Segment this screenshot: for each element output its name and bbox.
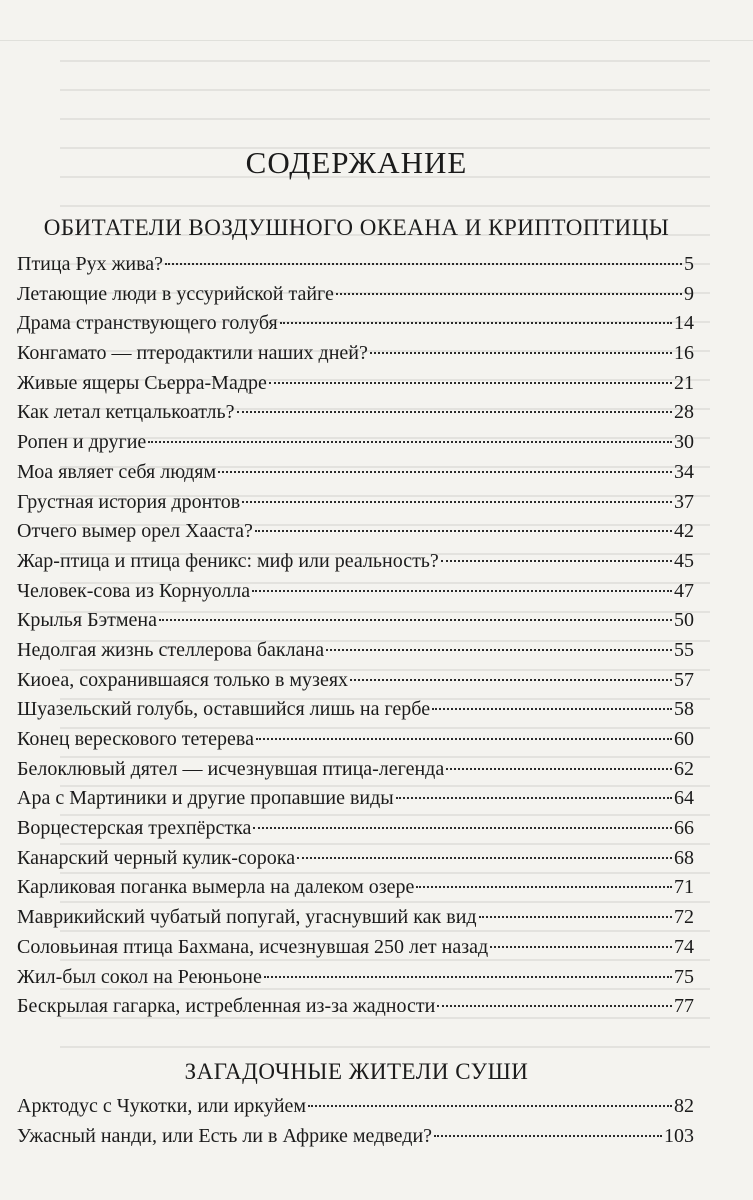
toc-entry <box>17 398 694 428</box>
toc-entry-title: Соловьиная птица Бахмана, исчезнувшая 250 лет назад <box>17 935 489 958</box>
toc-entry-page: 72 <box>674 906 694 929</box>
toc-entry <box>17 844 694 874</box>
toc-entry-title: Арктодус с Чукотки, или иркуйем <box>17 1095 307 1117</box>
toc-entry-page: 47 <box>674 579 694 602</box>
toc-entry-title: Ара с Мартиники и другие пропавшие виды <box>17 787 394 810</box>
toc-entry <box>17 369 694 399</box>
toc-entry <box>17 963 694 993</box>
toc-entry-title: Жил-был сокол на Реюньоне <box>17 965 262 988</box>
toc-entry-page: 57 <box>674 668 694 691</box>
toc-entry-page: 42 <box>674 520 694 543</box>
toc-dot-leader <box>434 1135 662 1137</box>
toc-entry-title: Живые ящеры Сьерра-Мадре <box>17 371 267 394</box>
toc-entry-page: 71 <box>674 876 694 899</box>
page-title: СОДЕРЖАНИЕ <box>245 145 468 180</box>
toc-entry <box>17 933 694 963</box>
toc-dot-leader <box>336 293 682 295</box>
toc-entry-page: 66 <box>674 817 694 840</box>
toc-entry-page: 58 <box>674 698 694 721</box>
toc-entry-title: Канарский черный кулик-сорока <box>17 846 296 869</box>
toc-dot-leader <box>446 768 672 770</box>
toc-section-2 <box>17 1092 694 1151</box>
toc-dot-leader <box>218 471 672 473</box>
toc-entry-page: 21 <box>674 371 694 394</box>
toc-entry-page: 103 <box>664 1124 694 1147</box>
toc-entry <box>17 903 694 933</box>
toc-entry <box>17 814 694 844</box>
toc-entry <box>17 784 694 814</box>
toc-entry <box>17 309 694 339</box>
toc-dot-leader <box>256 738 672 740</box>
toc-dot-leader <box>264 976 672 978</box>
toc-dot-leader <box>437 1005 672 1007</box>
toc-entry <box>17 755 694 785</box>
toc-entry-title: Ворцестерская трехпёрстка <box>17 817 252 840</box>
toc-dot-leader <box>297 857 672 859</box>
toc-entry-page: 30 <box>674 431 694 454</box>
toc-dot-leader <box>252 590 672 592</box>
toc-dot-leader <box>441 560 672 562</box>
section-title-1: ОБИТАТЕЛИ ВОЗДУШНОГО ОКЕАНА И КРИПТОПТИЦЫ <box>43 215 670 240</box>
toc-entry-page: 9 <box>684 282 694 305</box>
toc-dot-leader <box>165 263 682 265</box>
toc-entry <box>17 517 694 547</box>
toc-entry <box>17 577 694 607</box>
running-head <box>0 0 753 41</box>
toc-entry-page: 5 <box>684 253 694 275</box>
toc-entry-page: 82 <box>674 1095 694 1117</box>
toc-entry-title: Крылья Бэтмена <box>17 609 157 632</box>
toc-entry-title: Отчего вымер орел Хааста? <box>17 520 253 543</box>
toc-entry <box>17 488 694 518</box>
toc-entry-page: 75 <box>674 965 694 988</box>
toc-entry-page: 77 <box>674 995 694 1018</box>
toc-dot-leader <box>242 501 672 503</box>
toc-dot-leader <box>370 352 672 354</box>
toc-dot-leader <box>432 708 672 710</box>
toc-entry-title: Ропен и другие <box>17 431 147 454</box>
toc-entry-page: 34 <box>674 460 694 483</box>
toc-dot-leader <box>255 530 672 532</box>
toc-entry-page: 28 <box>674 401 694 424</box>
toc-entry-page: 68 <box>674 846 694 869</box>
toc-entry <box>17 1092 694 1122</box>
toc-dot-leader <box>326 649 672 651</box>
toc-dot-leader <box>350 679 672 681</box>
toc-entry <box>17 873 694 903</box>
toc-entry-page: 45 <box>674 549 694 572</box>
toc-dot-leader <box>308 1105 672 1107</box>
toc-dot-leader <box>159 619 672 621</box>
toc-entry-title: Шуазельский голубь, оставшийся лишь на гербе <box>17 698 431 721</box>
section-title-2: ЗАГАДОЧНЫЕ ЖИТЕЛИ СУШИ <box>184 1059 529 1084</box>
toc-entry-title: Грустная история дронтов <box>17 490 241 513</box>
toc-entry-page: 16 <box>674 342 694 365</box>
toc-dot-leader <box>416 886 672 888</box>
toc-entry <box>17 547 694 577</box>
toc-dot-leader <box>280 322 672 324</box>
toc-entry-title: Конгамато — птеродактили наших дней? <box>17 342 368 365</box>
toc-dot-leader <box>396 797 672 799</box>
toc-entry <box>17 725 694 755</box>
toc-dot-leader <box>490 946 672 948</box>
toc-entry <box>17 339 694 369</box>
toc-entry <box>17 250 694 280</box>
toc-dot-leader <box>479 916 672 918</box>
toc-entry-page: 62 <box>674 757 694 780</box>
toc-entry <box>17 606 694 636</box>
toc-entry-title: Маврикийский чубатый попугай, угаснувший как вид <box>17 906 477 929</box>
toc-entry-title: Конец верескового тетерева <box>17 728 254 750</box>
toc-entry <box>17 695 694 725</box>
toc-entry-title: Летающие люди в уссурийской тайге <box>17 282 334 305</box>
toc-entry-title: Как летал кетцалькоатль? <box>17 401 235 424</box>
toc-dot-leader <box>269 382 672 384</box>
toc-entry-title: Человек-сова из Корнуолла <box>17 579 251 602</box>
toc-entry-title: Недолгая жизнь стеллерова баклана <box>17 638 325 661</box>
toc-dot-leader <box>148 441 672 443</box>
toc-entry <box>17 1122 694 1152</box>
toc-entry-page: 60 <box>674 728 694 750</box>
toc-entry-title: Белоклювый дятел — исчезнувшая птица-легенда <box>17 757 445 780</box>
toc-entry <box>17 280 694 310</box>
toc-entry-page: 64 <box>674 787 694 810</box>
toc-entry <box>17 666 694 696</box>
toc-entry-title: Карликовая поганка вымерла на далеком озере <box>17 876 415 899</box>
toc-entry-page: 14 <box>674 312 694 335</box>
toc-entry-title: Птица Рух жива? <box>17 253 164 275</box>
toc-entry-title: Бескрылая гагарка, истребленная из-за жадности <box>17 995 436 1018</box>
toc-entry-page: 37 <box>674 490 694 513</box>
toc-entry-page: 74 <box>674 935 694 958</box>
toc-entry-title: Драма странствующего голубя <box>17 312 278 335</box>
toc-section-1 <box>17 250 694 1022</box>
toc-entry-title: Жар-птица и птица феникс: миф или реальность? <box>17 549 439 572</box>
toc-entry <box>17 636 694 666</box>
toc-entry-title: Моа являет себя людям <box>17 460 217 483</box>
toc-dot-leader <box>253 827 672 829</box>
toc-entry <box>17 992 694 1022</box>
toc-entry-page: 50 <box>674 609 694 632</box>
toc-dot-leader <box>237 411 672 413</box>
toc-entry-title: Ужасный нанди, или Есть ли в Африке медведи? <box>17 1124 433 1147</box>
toc-entry-page: 55 <box>674 638 694 661</box>
toc-entry-title: Киоеа, сохранившаяся только в музеях <box>17 668 349 691</box>
toc-entry <box>17 428 694 458</box>
toc-entry <box>17 458 694 488</box>
